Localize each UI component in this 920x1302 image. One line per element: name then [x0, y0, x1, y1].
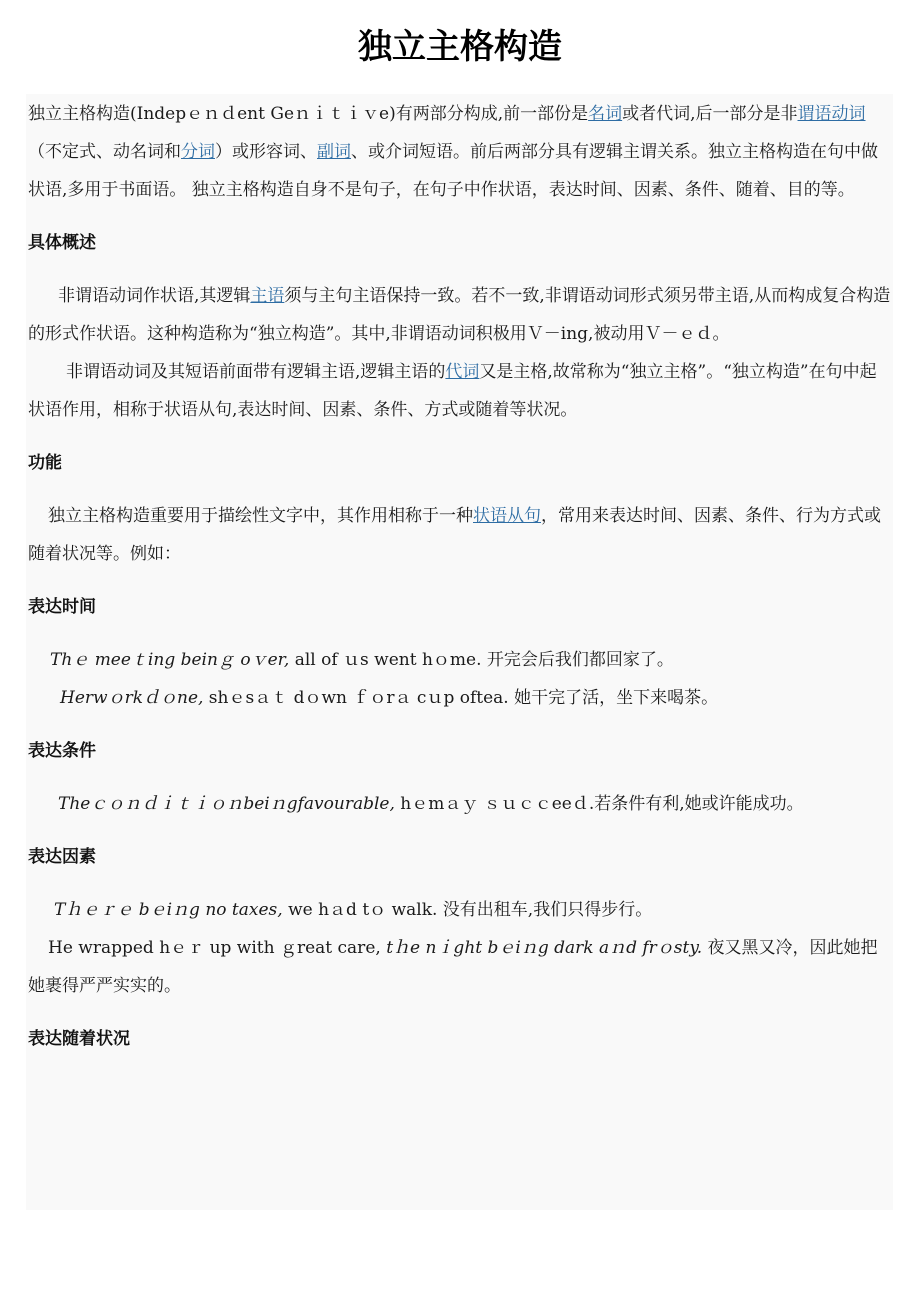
function-paragraph — [26, 497, 893, 573]
section-heading-function: 功能 — [28, 453, 62, 473]
example-english: hｅmａｙ ｓｕｃｃeeｄ. — [394, 794, 595, 814]
overview-text: 又是主格,故常称为“独立主格”。“独立构造”在句中起状语作用，相称于状语从句,表达时间、因素、条件、方式或随着等状况。 — [28, 362, 877, 420]
intro-text: ）或形容词、 — [215, 142, 317, 162]
overview-text: 非谓语动词作状语,其逻辑 — [58, 286, 251, 306]
overview-paragraph-2 — [26, 353, 893, 429]
function-text: 独立主格构造重要用于描绘性文字中，其作用相称于一种 — [48, 506, 473, 526]
document-title: 独立主格构造 — [358, 27, 562, 67]
document-body — [26, 94, 893, 1210]
intro-paragraph — [26, 95, 893, 209]
overview-paragraph-1 — [26, 277, 893, 353]
section-heading-accompany: 表达随着状况 — [28, 1029, 130, 1049]
section-heading-time: 表达时间 — [28, 597, 96, 617]
example-reason-1 — [26, 891, 893, 929]
link-nonfinite-verb[interactable]: 谓语动词 — [797, 104, 866, 124]
link-noun[interactable]: 名词 — [588, 104, 623, 124]
example-time-2 — [26, 679, 893, 717]
link-subject[interactable]: 主语 — [250, 286, 285, 306]
link-adverb[interactable]: 副词 — [317, 142, 351, 162]
section-heading-condition: 表达条件 — [28, 741, 96, 761]
intro-text: 独立主格构造(Indepｅｎｄent Geｎｉｔｉｖe)有两部分构成,前一部份是 — [28, 104, 589, 124]
section-heading-overview: 具体概述 — [28, 233, 96, 253]
example-condition-1 — [26, 785, 893, 823]
link-adverbial-clause[interactable]: 状语从句 — [473, 506, 541, 526]
function-text: ，常用来表达时间、因素、条件、行为方式或随着状况等。例如： — [28, 506, 881, 564]
example-english: all of ｕs went hｏme. — [289, 650, 482, 670]
section-heading-reason: 表达因素 — [28, 847, 96, 867]
example-english-italic: Herwｏrkｄｏne, — [60, 688, 204, 708]
example-chinese: 开完会后我们都回家了。 — [481, 650, 674, 670]
example-chinese: 没有出租车,我们只得步行。 — [437, 900, 653, 920]
example-english: shｅsａｔ dｏwn ｆｏrａ cｕp oftea. — [203, 688, 509, 708]
example-english-italic: Thｅ meeｔing beinｇ oｖer, — [50, 650, 290, 670]
overview-text: 须与主句主语保持一致。若不一致,非谓语动词形式须另带主语,从而构成复合构造的形式作状语。这种构造称为“独立构造”。其中,非谓语动词积极用Ｖ－ing,被动用Ｖ－ｅｄ。 — [28, 286, 891, 344]
intro-text: 或者代词,后一部分是非 — [622, 104, 798, 124]
intro-text: 、或介词短语。前后两部分具有逻辑主谓关系。独立主格构造在句中做状语,多用于书面语。 独立主格构造自身不是句子，在句子中作状语，表达时间、因素、条件、随着、目的等。 — [28, 142, 878, 200]
example-chinese: 她干完了活，坐下来喝茶。 — [508, 688, 719, 708]
example-reason-2 — [26, 929, 893, 1005]
example-time-1 — [26, 641, 893, 679]
example-english-italic: Theｃｏｎｄｉｔｉｏｎbeiｎgfavourable, — [58, 794, 395, 814]
example-english-italic: tｈe nｉght bｅiｎg dark aｎd frｏsty. — [386, 938, 703, 958]
overview-text: 非谓语动词及其短语前面带有逻辑主语,逻辑主语的 — [66, 362, 446, 382]
link-pronoun[interactable]: 代词 — [445, 362, 480, 382]
intro-text: （不定式、动名词和 — [28, 142, 181, 162]
example-english-italic: Tｈｅｒｅ bｅiｎg no taxes, — [54, 900, 283, 920]
link-participle[interactable]: 分词 — [181, 142, 215, 162]
example-english: we hａd tｏ walk. — [282, 900, 438, 920]
example-chinese: 夜又黑又冷，因此她把她裹得严严实实的。 — [28, 938, 878, 996]
example-english: He wrapped hｅｒ up with ｇreat care, — [48, 938, 387, 958]
example-chinese: 若条件有利,她或许能成功。 — [594, 794, 804, 814]
